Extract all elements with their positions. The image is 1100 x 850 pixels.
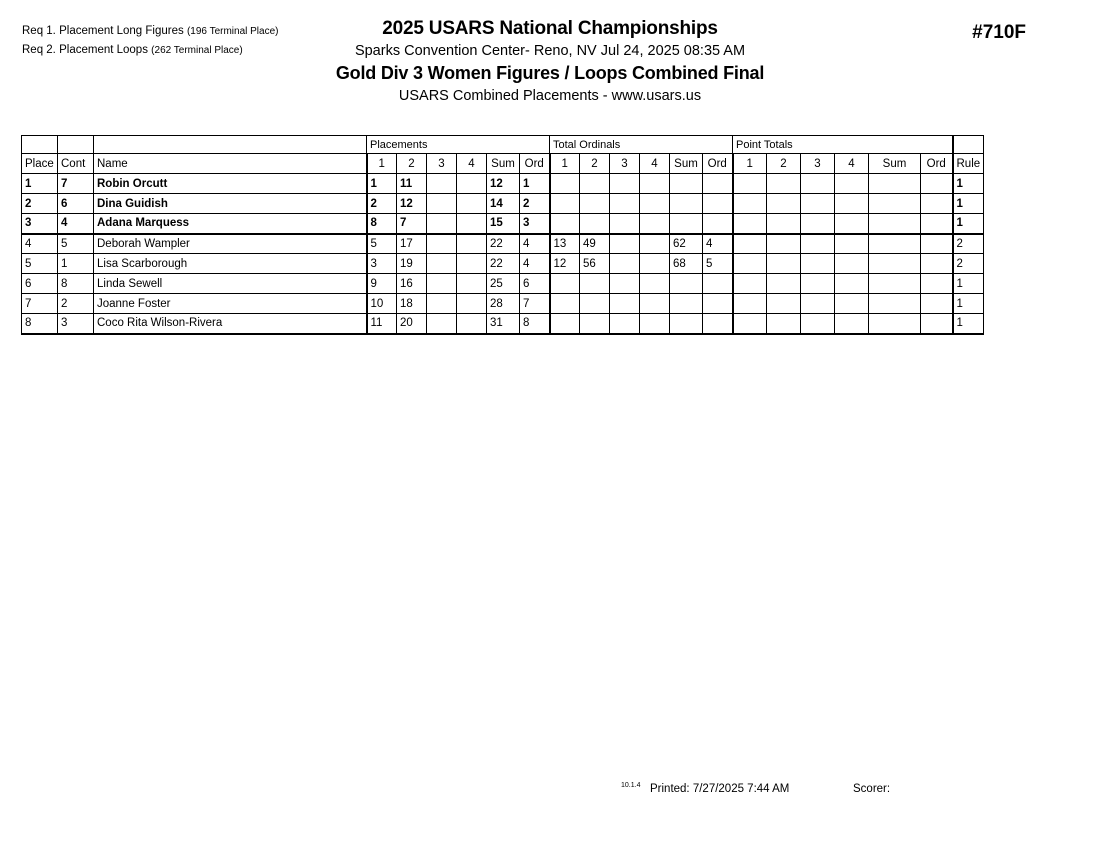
cell-ordinal-ord — [703, 314, 733, 334]
cell-placement-3 — [427, 314, 457, 334]
cell-point-4 — [835, 214, 869, 234]
venue-datetime: Sparks Convention Center- Reno, NV Jul 24, 2025 08:35 AM — [354, 43, 746, 59]
cell-point-sum — [869, 254, 921, 274]
cell-point-3 — [801, 274, 835, 294]
table-row[interactable] — [22, 194, 984, 214]
col-header-ordinal-1: 1 — [550, 154, 580, 174]
cell-placement-4 — [457, 214, 487, 234]
cell-placement-3 — [427, 214, 457, 234]
cell-placement-sum: 12 — [487, 174, 520, 194]
cell-place: 8 — [22, 314, 58, 334]
event-title: 2025 USARS National Championships — [382, 18, 718, 39]
cell-rule: 1 — [953, 194, 984, 214]
cell-ordinal-sum: 68 — [670, 254, 703, 274]
cell-ordinal-2: 49 — [580, 234, 610, 254]
cell-placement-ord: 7 — [520, 294, 550, 314]
cell-point-2 — [767, 234, 801, 254]
col-header-rule: Rule — [953, 154, 984, 174]
group-header-point-totals: Point Totals — [733, 136, 953, 154]
cell-point-1 — [733, 194, 767, 214]
cell-ordinal-ord: 4 — [703, 234, 733, 254]
cell-ordinal-4 — [640, 194, 670, 214]
cell-place: 3 — [22, 214, 58, 234]
cell-point-4 — [835, 314, 869, 334]
cell-placement-2: 20 — [397, 314, 427, 334]
cell-point-1 — [733, 174, 767, 194]
cell-rule: 1 — [953, 214, 984, 234]
col-header-cont: Cont — [58, 154, 94, 174]
group-header-total-ordinals: Total Ordinals — [550, 136, 733, 154]
cell-ordinal-1: 13 — [550, 234, 580, 254]
division-title: Gold Div 3 Women Figures / Loops Combined Final — [335, 63, 765, 83]
table-row[interactable] — [22, 174, 984, 194]
cell-point-3 — [801, 314, 835, 334]
cell-placement-ord: 2 — [520, 194, 550, 214]
page-header — [0, 0, 1100, 118]
cell-point-1 — [733, 254, 767, 274]
cell-ordinal-ord — [703, 174, 733, 194]
cell-placement-3 — [427, 194, 457, 214]
cell-placement-4 — [457, 314, 487, 334]
cell-placement-2: 16 — [397, 274, 427, 294]
cell-point-sum — [869, 234, 921, 254]
cell-placement-1: 5 — [367, 234, 397, 254]
cell-place: 4 — [22, 234, 58, 254]
cell-name: Robin Orcutt — [94, 174, 367, 194]
cell-ordinal-sum — [670, 294, 703, 314]
col-header-point-2: 2 — [767, 154, 801, 174]
cell-placement-2: 11 — [397, 174, 427, 194]
col-header-placement-3: 3 — [427, 154, 457, 174]
cell-place: 1 — [22, 174, 58, 194]
cell-point-3 — [801, 294, 835, 314]
table-row[interactable] — [22, 234, 984, 254]
cell-point-4 — [835, 174, 869, 194]
group-spacer-cont — [58, 136, 94, 154]
cell-name: Coco Rita Wilson-Rivera — [94, 314, 367, 334]
col-header-point-ord: Ord — [921, 154, 953, 174]
col-header-name: Name — [94, 154, 367, 174]
cell-ordinal-4 — [640, 214, 670, 234]
cell-point-4 — [835, 294, 869, 314]
cell-ordinal-2: 56 — [580, 254, 610, 274]
cell-ordinal-1 — [550, 214, 580, 234]
cell-placement-1: 8 — [367, 214, 397, 234]
cell-ordinal-3 — [610, 174, 640, 194]
cell-ordinal-3 — [610, 274, 640, 294]
cell-cont: 2 — [58, 294, 94, 314]
cell-point-4 — [835, 254, 869, 274]
cell-ordinal-1 — [550, 294, 580, 314]
cell-ordinal-2 — [580, 314, 610, 334]
group-spacer-rule — [953, 136, 984, 154]
cell-ordinal-1 — [550, 274, 580, 294]
cell-point-3 — [801, 234, 835, 254]
cell-point-1 — [733, 314, 767, 334]
version-label: 10.1.4 — [621, 782, 641, 789]
cell-name: Dina Guidish — [94, 194, 367, 214]
cell-name: Adana Marquess — [94, 214, 367, 234]
cell-ordinal-4 — [640, 294, 670, 314]
cell-ordinal-ord — [703, 294, 733, 314]
cell-point-ord — [921, 174, 953, 194]
cell-placement-sum: 22 — [487, 234, 520, 254]
cell-place: 2 — [22, 194, 58, 214]
cell-ordinal-sum — [670, 174, 703, 194]
cell-ordinal-sum — [670, 194, 703, 214]
cell-placement-1: 10 — [367, 294, 397, 314]
cell-ordinal-3 — [610, 314, 640, 334]
cell-ordinal-1 — [550, 194, 580, 214]
col-header-ordinal-3: 3 — [610, 154, 640, 174]
cell-cont: 8 — [58, 274, 94, 294]
cell-placement-2: 17 — [397, 234, 427, 254]
cell-point-sum — [869, 214, 921, 234]
group-spacer-place — [22, 136, 58, 154]
cell-ordinal-2 — [580, 174, 610, 194]
cell-rule: 2 — [953, 254, 984, 274]
cell-placement-ord: 1 — [520, 174, 550, 194]
cell-name: Lisa Scarborough — [94, 254, 367, 274]
cell-ordinal-3 — [610, 254, 640, 274]
cell-placement-2: 12 — [397, 194, 427, 214]
cell-ordinal-4 — [640, 314, 670, 334]
cell-ordinal-2 — [580, 294, 610, 314]
cell-ordinal-2 — [580, 214, 610, 234]
printed-timestamp: Printed: 7/27/2025 7:44 AM — [650, 783, 790, 795]
cell-rule: 1 — [953, 174, 984, 194]
col-header-point-3: 3 — [801, 154, 835, 174]
cell-placement-4 — [457, 194, 487, 214]
cell-point-sum — [869, 314, 921, 334]
cell-rule: 1 — [953, 314, 984, 334]
cell-placement-4 — [457, 234, 487, 254]
cell-placement-sum: 25 — [487, 274, 520, 294]
cell-placement-sum: 14 — [487, 194, 520, 214]
col-header-ordinal-ord: Ord — [703, 154, 733, 174]
cell-point-2 — [767, 174, 801, 194]
cell-ordinal-3 — [610, 214, 640, 234]
cell-placement-3 — [427, 274, 457, 294]
requirement-2-text: Placement Loops — [59, 44, 148, 56]
cell-rule: 2 — [953, 234, 984, 254]
cell-point-3 — [801, 174, 835, 194]
cell-point-1 — [733, 294, 767, 314]
table-row[interactable] — [22, 314, 984, 334]
cell-placement-2: 18 — [397, 294, 427, 314]
col-header-point-sum: Sum — [869, 154, 921, 174]
event-number: #710F — [972, 22, 1026, 43]
cell-ordinal-3 — [610, 194, 640, 214]
cell-point-1 — [733, 274, 767, 294]
cell-point-3 — [801, 214, 835, 234]
table-row[interactable] — [22, 294, 984, 314]
col-header-placement-2: 2 — [397, 154, 427, 174]
cell-placement-4 — [457, 254, 487, 274]
cell-name: Linda Sewell — [94, 274, 367, 294]
cell-placement-ord: 3 — [520, 214, 550, 234]
cell-ordinal-4 — [640, 254, 670, 274]
cell-point-sum — [869, 174, 921, 194]
results-table-wrapper — [21, 135, 984, 335]
cell-ordinal-3 — [610, 234, 640, 254]
cell-placement-2: 7 — [397, 214, 427, 234]
cell-placement-3 — [427, 174, 457, 194]
cell-point-2 — [767, 254, 801, 274]
cell-point-sum — [869, 274, 921, 294]
col-header-placement-1: 1 — [367, 154, 397, 174]
title-block — [0, 18, 1100, 104]
cell-placement-1: 9 — [367, 274, 397, 294]
cell-ordinal-1: 12 — [550, 254, 580, 274]
cell-point-ord — [921, 194, 953, 214]
cell-point-2 — [767, 274, 801, 294]
cell-placement-3 — [427, 234, 457, 254]
cell-ordinal-sum: 62 — [670, 234, 703, 254]
cell-place: 7 — [22, 294, 58, 314]
cell-placement-sum: 22 — [487, 254, 520, 274]
cell-point-ord — [921, 254, 953, 274]
cell-placement-sum: 31 — [487, 314, 520, 334]
cell-placement-sum: 15 — [487, 214, 520, 234]
cell-point-4 — [835, 274, 869, 294]
cell-point-1 — [733, 214, 767, 234]
cell-point-ord — [921, 234, 953, 254]
cell-ordinal-2 — [580, 274, 610, 294]
cell-ordinal-sum — [670, 274, 703, 294]
cell-cont: 6 — [58, 194, 94, 214]
cell-placement-ord: 8 — [520, 314, 550, 334]
cell-placement-2: 19 — [397, 254, 427, 274]
column-header-row — [22, 154, 984, 174]
cell-point-ord — [921, 294, 953, 314]
col-header-ordinal-4: 4 — [640, 154, 670, 174]
cell-cont: 7 — [58, 174, 94, 194]
cell-ordinal-sum — [670, 314, 703, 334]
cell-placement-1: 1 — [367, 174, 397, 194]
col-header-point-1: 1 — [733, 154, 767, 174]
cell-point-1 — [733, 234, 767, 254]
col-header-placement-4: 4 — [457, 154, 487, 174]
cell-ordinal-2 — [580, 194, 610, 214]
cell-placement-1: 2 — [367, 194, 397, 214]
scorer-label: Scorer: — [853, 783, 891, 795]
table-row[interactable] — [22, 214, 984, 234]
col-header-ordinal-2: 2 — [580, 154, 610, 174]
cell-placement-1: 3 — [367, 254, 397, 274]
cell-point-ord — [921, 314, 953, 334]
cell-ordinal-1 — [550, 174, 580, 194]
table-row[interactable] — [22, 254, 984, 274]
cell-rule: 1 — [953, 294, 984, 314]
cell-cont: 3 — [58, 314, 94, 334]
cell-placement-3 — [427, 254, 457, 274]
cell-cont: 1 — [58, 254, 94, 274]
cell-point-ord — [921, 214, 953, 234]
cell-placement-ord: 4 — [520, 234, 550, 254]
cell-placement-3 — [427, 294, 457, 314]
cell-ordinal-4 — [640, 234, 670, 254]
cell-ordinal-4 — [640, 174, 670, 194]
cell-placement-1: 11 — [367, 314, 397, 334]
col-header-place: Place — [22, 154, 58, 174]
cell-ordinal-ord — [703, 214, 733, 234]
cell-ordinal-ord — [703, 274, 733, 294]
cell-cont: 5 — [58, 234, 94, 254]
cell-point-sum — [869, 194, 921, 214]
cell-ordinal-3 — [610, 294, 640, 314]
cell-point-2 — [767, 314, 801, 334]
col-header-placement-sum: Sum — [487, 154, 520, 174]
cell-placement-ord: 4 — [520, 254, 550, 274]
cell-point-3 — [801, 254, 835, 274]
cell-cont: 4 — [58, 214, 94, 234]
cell-placement-4 — [457, 174, 487, 194]
table-row[interactable] — [22, 274, 984, 294]
cell-name: Joanne Foster — [94, 294, 367, 314]
cell-point-2 — [767, 214, 801, 234]
cell-point-2 — [767, 294, 801, 314]
subtitle-website: USARS Combined Placements - www.usars.us — [398, 88, 702, 104]
cell-placement-4 — [457, 274, 487, 294]
cell-placement-ord: 6 — [520, 274, 550, 294]
cell-point-4 — [835, 234, 869, 254]
col-header-point-4: 4 — [835, 154, 869, 174]
cell-place: 5 — [22, 254, 58, 274]
cell-ordinal-sum — [670, 214, 703, 234]
requirement-2-detail: (262 Terminal Place) — [151, 45, 243, 56]
cell-point-3 — [801, 194, 835, 214]
cell-rule: 1 — [953, 274, 984, 294]
cell-placement-sum: 28 — [487, 294, 520, 314]
requirement-1-detail: (196 Terminal Place) — [186, 26, 279, 37]
results-table — [21, 135, 984, 335]
requirement-1-label: Req 1. — [22, 25, 56, 37]
cell-point-2 — [767, 194, 801, 214]
requirement-1-text: Placement Long Figures — [59, 25, 184, 37]
group-header-placements: Placements — [367, 136, 550, 154]
group-header-row — [22, 136, 984, 154]
col-header-placement-ord: Ord — [520, 154, 550, 174]
cell-point-ord — [921, 274, 953, 294]
cell-ordinal-4 — [640, 274, 670, 294]
cell-point-4 — [835, 194, 869, 214]
group-spacer-name — [94, 136, 367, 154]
col-header-ordinal-sum: Sum — [670, 154, 703, 174]
requirement-2-label: Req 2. — [22, 44, 56, 56]
cell-ordinal-ord: 5 — [703, 254, 733, 274]
cell-ordinal-ord — [703, 194, 733, 214]
cell-point-sum — [869, 294, 921, 314]
cell-placement-4 — [457, 294, 487, 314]
cell-name: Deborah Wampler — [94, 234, 367, 254]
cell-ordinal-1 — [550, 314, 580, 334]
cell-place: 6 — [22, 274, 58, 294]
